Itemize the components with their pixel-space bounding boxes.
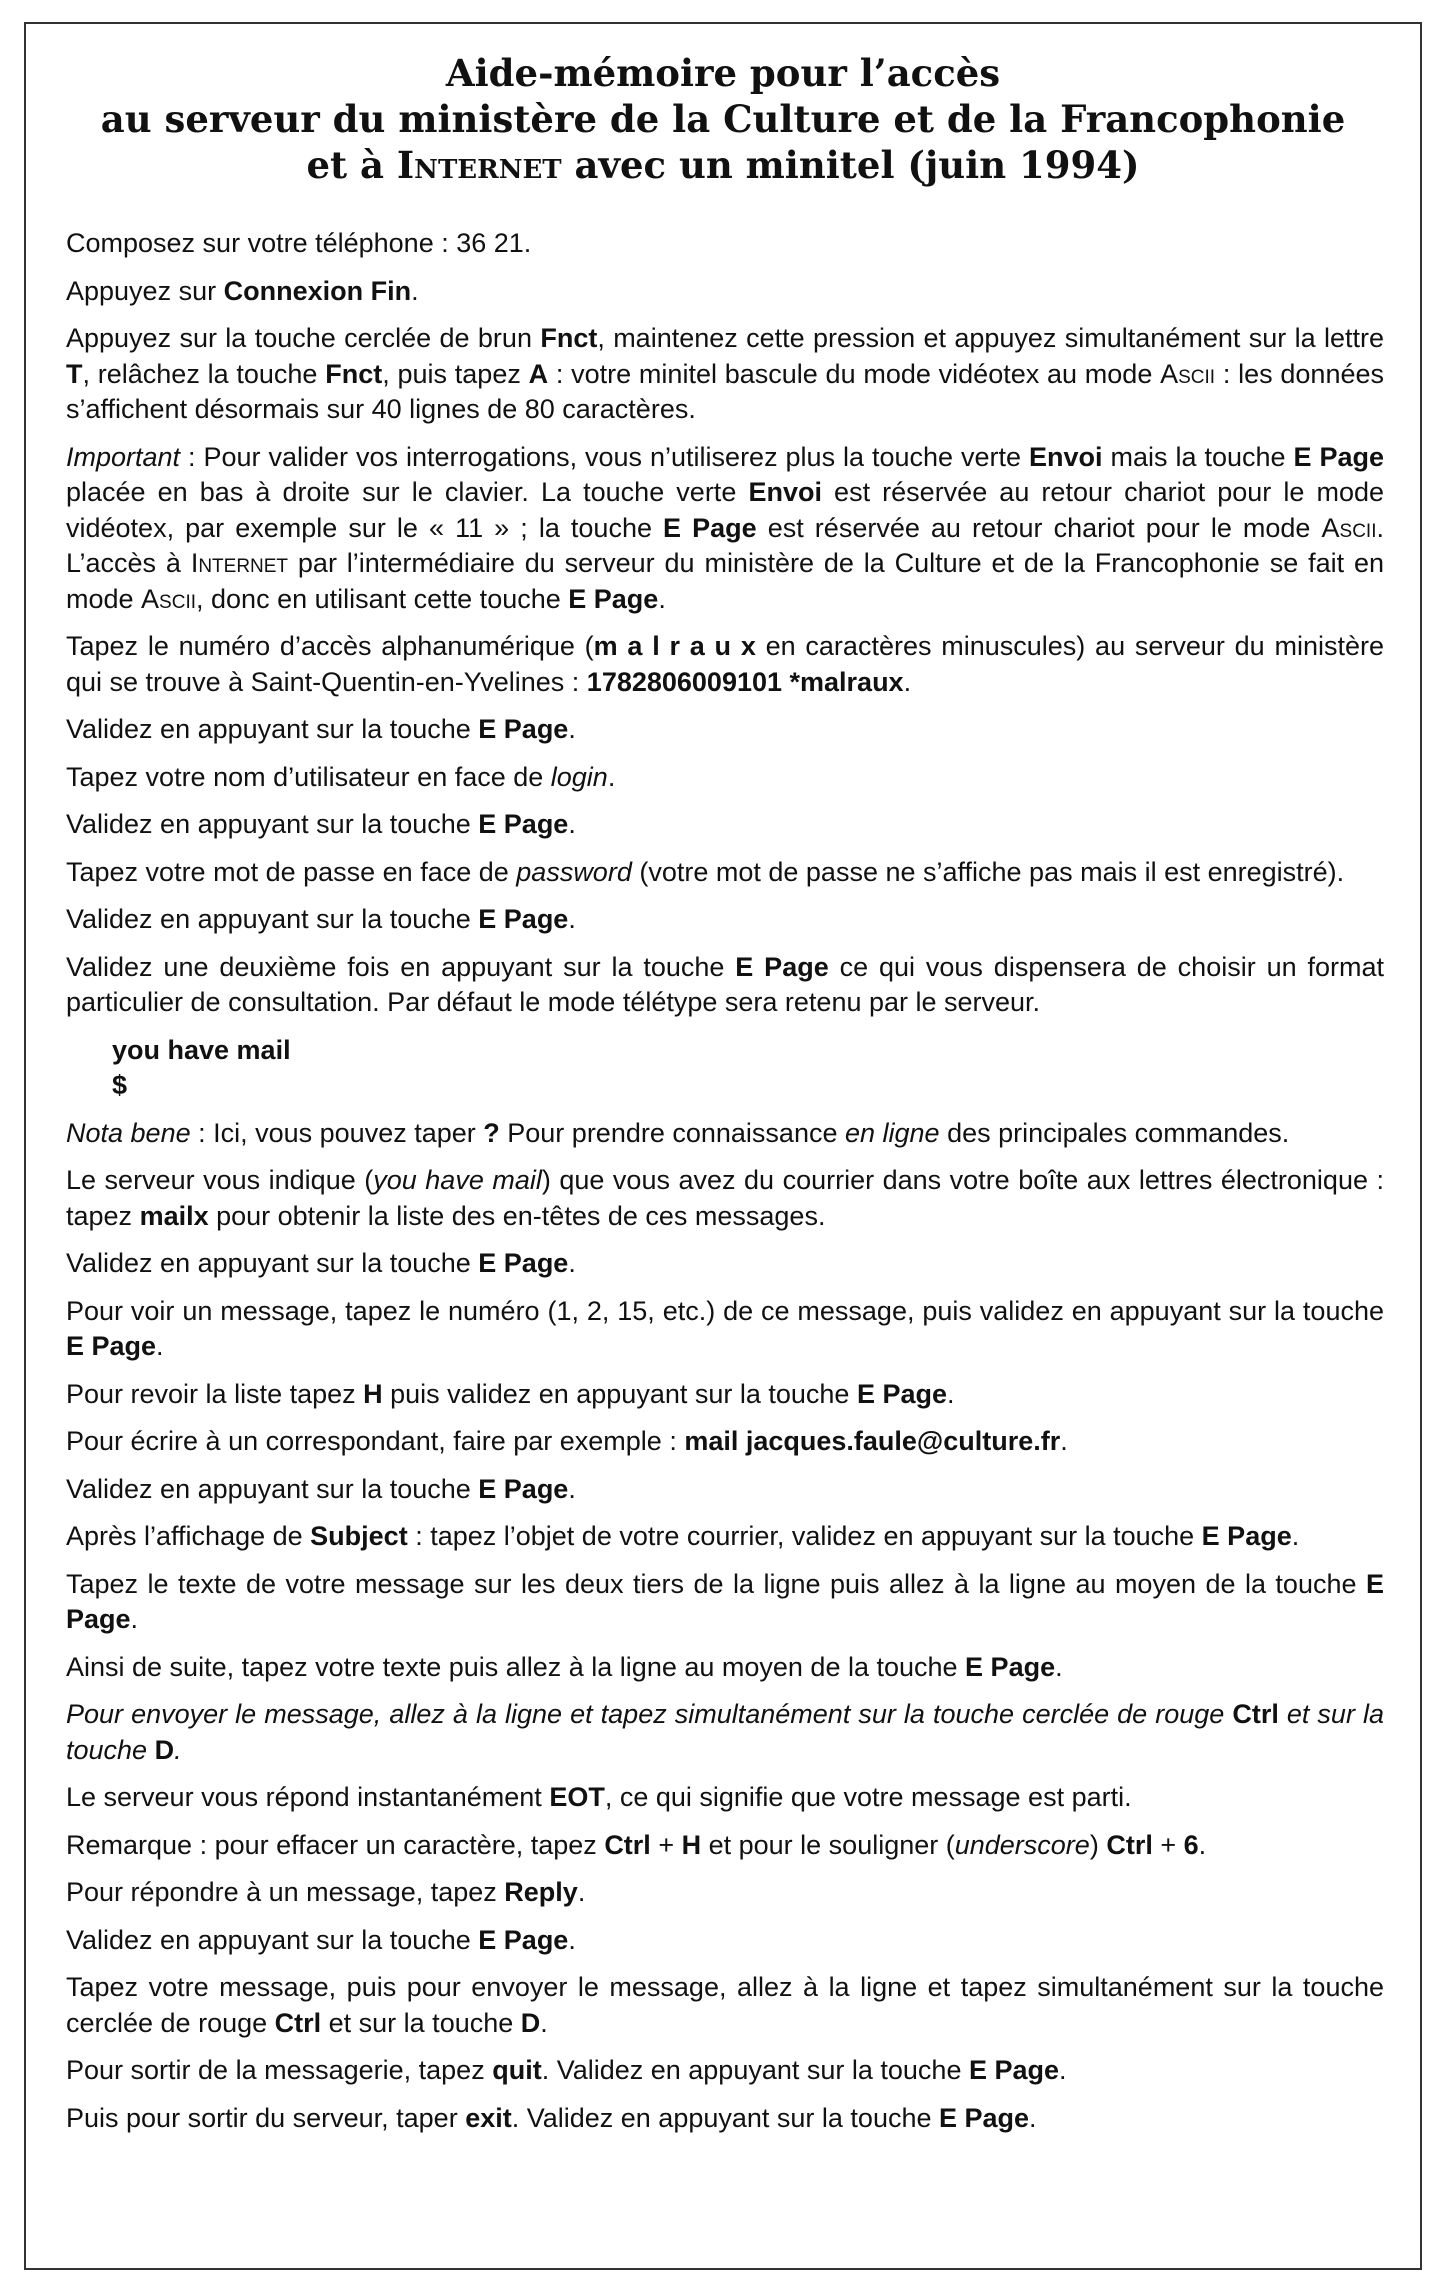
instruction-paragraph	[66, 1294, 1384, 1365]
text-run: Validez en appuyant sur la touche	[66, 1473, 479, 1504]
bold-text: E Page	[965, 1651, 1056, 1682]
bold-text: quit	[492, 2055, 542, 2085]
text-run: en caractères minuscules) au serveur du ministère qui se trouve à Saint-Quentin-en-Yvelines :	[66, 631, 1384, 697]
instruction-paragraph	[66, 1697, 1384, 1768]
instruction-paragraph	[66, 629, 1384, 700]
bold-text: H	[363, 1378, 383, 1409]
text-run: ) que vous avez du courrier dans votre boîte aux lettres électronique : tapez	[66, 1165, 1384, 1231]
document-body	[66, 226, 1384, 2148]
text-run: Ainsi de suite, tapez votre texte puis allez à la ligne au moyen de la touche	[66, 1651, 966, 1682]
bold-text: E Page	[968, 2055, 1060, 2085]
text-run: Après l’affichage de	[66, 1521, 311, 1551]
text-run: .	[540, 2007, 548, 2038]
italic-text: password	[516, 856, 632, 887]
document-frame	[24, 22, 1422, 2270]
instruction-paragraph	[66, 950, 1384, 1021]
text-run: .	[1291, 1521, 1300, 1551]
title-line-3-post: avec un minitel (juin 1994)	[561, 143, 1140, 187]
smallcaps-text: Internet	[190, 548, 289, 578]
text-run: Pour sortir de la messagerie, tapez	[66, 2055, 493, 2085]
text-run: mais la touche	[1102, 441, 1294, 472]
text-run: Validez en appuyant sur la touche	[66, 904, 479, 934]
bold-text: Ctrl	[1106, 1829, 1153, 1860]
text-run: .	[1055, 1651, 1063, 1682]
bold-text: E Page	[478, 809, 569, 839]
instruction-paragraph	[66, 321, 1384, 428]
title-line-1: Aide-mémoire pour l’accès	[445, 51, 1001, 95]
text-run: Tapez votre message, puis pour envoyer le message, allez à la ligne et tapez simultanément sur la touche cerclée de rouge	[66, 1972, 1384, 2038]
text-run: . L’accès à	[66, 512, 1384, 578]
instruction-paragraph	[66, 1923, 1384, 1959]
instruction-paragraph	[66, 1116, 1384, 1152]
italic-text: you have mail	[373, 1165, 542, 1195]
bold-text: H	[681, 1829, 702, 1860]
text-run: Tapez votre mot de passe en face de	[66, 856, 517, 887]
text-run: .	[156, 1331, 164, 1361]
bold-text: E Page	[663, 512, 757, 543]
instruction-paragraph	[66, 1970, 1384, 2041]
terminal-output-line: you have mail	[112, 1034, 291, 1065]
text-run: .	[1060, 1426, 1068, 1456]
bold-text: ?	[483, 1117, 500, 1148]
bold-text: E Page	[66, 1568, 1384, 1634]
text-run: .	[577, 1877, 586, 1907]
bold-text: D	[154, 1734, 175, 1765]
bold-text: E Page	[478, 1473, 569, 1504]
bold-text: Fnct	[325, 358, 383, 389]
text-run: , donc en utilisant cette touche	[196, 583, 569, 614]
text-run: Tapez votre nom d’utilisateur en face de	[66, 761, 551, 792]
bold-text: 6	[1183, 1829, 1199, 1860]
text-run: Pour revoir la liste tapez	[66, 1378, 364, 1409]
text-run: .	[947, 1378, 955, 1409]
text-run: Remarque : pour effacer un caractère, tapez	[66, 1829, 605, 1860]
title-line-3-pre: et à	[306, 143, 397, 187]
smallcaps-text: Ascii	[141, 583, 197, 614]
title-line-2: au serveur du ministère de la Culture et de la Francophonie	[100, 97, 1346, 141]
text-run: ce qui vous dispensera de choisir un format particulier de consultation. Par défaut le mode télétype sera retenu par le serveur.	[66, 951, 1384, 1017]
text-run: , ce qui signifie que votre message est parti.	[604, 1782, 1132, 1812]
text-run: .	[658, 583, 666, 614]
instruction-paragraph	[66, 712, 1384, 748]
bold-text: 1782806009101 *malraux	[586, 666, 904, 697]
instruction-paragraph	[66, 440, 1384, 618]
text-run: placée en bas à droite sur le clavier. La touche verte	[66, 477, 749, 507]
smallcaps-text: Ascii	[1321, 512, 1377, 543]
text-run: : les données s’affichent désormais sur 40 lignes de 80 caractères.	[66, 358, 1384, 424]
text-run: par l’intermédiaire du serveur du ministère de la Culture et de la Francophonie se fait en mode	[66, 548, 1384, 614]
text-run: .	[903, 666, 912, 697]
instruction-paragraph	[66, 1424, 1384, 1460]
bold-text: Envoi	[748, 477, 822, 507]
terminal-output-line: $	[112, 1070, 128, 1100]
italic-text: login	[550, 761, 608, 792]
text-run: Appuyez sur	[66, 275, 224, 306]
text-run: +	[1152, 1829, 1184, 1860]
text-run: puis validez en appuyant sur la touche	[382, 1378, 857, 1409]
bold-text: E Page	[478, 1924, 569, 1955]
instruction-paragraph	[66, 2053, 1384, 2089]
instruction-paragraph	[66, 274, 1384, 310]
document-title	[66, 50, 1380, 188]
text-run: Pour écrire à un correspondant, faire par exemple :	[66, 1426, 685, 1456]
bold-text: T	[66, 358, 83, 389]
instruction-paragraph	[66, 1780, 1384, 1816]
bold-text: D	[520, 2007, 541, 2038]
text-run: Tapez le texte de votre message sur les deux tiers de la ligne puis allez à la ligne au moyen de la touche	[66, 1568, 1366, 1599]
instruction-paragraph	[66, 1246, 1384, 1282]
text-run: )	[1089, 1829, 1107, 1860]
instruction-paragraph	[66, 855, 1384, 891]
italic-text: en ligne	[844, 1117, 940, 1148]
text-run: , puis tapez	[382, 358, 529, 389]
text-run: : Ici, vous pouvez taper	[190, 1117, 484, 1148]
bold-text: EOT	[549, 1782, 605, 1812]
instruction-paragraph	[66, 1828, 1384, 1864]
italic-text: Nota bene	[66, 1117, 191, 1148]
terminal-output-block	[112, 1033, 1384, 1104]
text-run: Pour répondre à un message, tapez	[66, 1877, 505, 1907]
text-run: Tapez le numéro d’accès alphanumérique (	[66, 631, 594, 661]
bold-text: mail jacques.faule@culture.fr	[684, 1426, 1061, 1456]
text-run: Composez sur votre téléphone : 36 21.	[66, 228, 532, 258]
instruction-paragraph	[66, 902, 1384, 938]
text-run: est réservée au retour chariot pour le mode vidéotex, par exemple sur le « 11 » ; la touche	[66, 477, 1384, 543]
text-run: Validez en appuyant sur la touche	[66, 1924, 479, 1955]
instruction-paragraph	[66, 1875, 1384, 1911]
bold-text: E Page	[478, 904, 569, 934]
text-run: .	[568, 809, 576, 839]
bold-text: E Page	[1201, 1521, 1292, 1551]
text-run: .	[607, 761, 616, 792]
text-run: : votre minitel bascule du mode vidéotex au mode	[548, 358, 1161, 389]
bold-text: mailx	[139, 1200, 209, 1231]
text-run: Pour voir un message, tapez le numéro (1, 2, 15, etc.) de ce message, puis validez en appuyant sur la touche	[66, 1295, 1384, 1326]
text-run: pour obtenir la liste des en-têtes de ces messages.	[208, 1200, 826, 1231]
smallcaps-text: Ascii	[1160, 358, 1216, 389]
italic-text: Important	[66, 441, 181, 472]
bold-text: E Page	[939, 2102, 1030, 2133]
title-internet-smallcaps: Internet	[396, 143, 562, 187]
text-run: , maintenez cette pression et appuyez simultanément sur la lettre	[597, 323, 1384, 353]
text-run: .	[1029, 2102, 1037, 2133]
text-run: .	[1059, 2055, 1067, 2085]
text-run: Pour prendre connaissance	[499, 1117, 845, 1148]
text-run: Validez en appuyant sur la touche	[66, 1248, 479, 1278]
instruction-paragraph	[66, 1472, 1384, 1508]
text-run: Validez une deuxième fois en appuyant sur la touche	[66, 951, 736, 982]
text-run: , relâchez la touche	[82, 358, 326, 389]
bold-text: Envoi	[1029, 441, 1103, 472]
bold-text: A	[528, 358, 549, 389]
bold-text: E Page	[568, 583, 659, 614]
text-run: .	[568, 1924, 576, 1955]
text-run: (votre mot de passe ne s’affiche pas mais il est enregistré).	[631, 856, 1345, 887]
text-run: +	[650, 1829, 682, 1860]
text-run: : tapez l’objet de votre courrier, validez en appuyant sur la touche	[407, 1521, 1202, 1551]
bold-text: Fnct	[540, 323, 598, 353]
text-run: .	[130, 1604, 139, 1634]
bold-text: Reply	[504, 1877, 578, 1907]
instruction-paragraph	[66, 1519, 1384, 1555]
text-run: Validez en appuyant sur la touche	[66, 714, 479, 744]
instruction-paragraph	[66, 807, 1384, 843]
text-run: Appuyez sur la touche cerclée de brun	[66, 323, 541, 353]
italic-text: Pour envoyer le message, allez à la ligne et tapez simultanément sur la touche cerclée de rouge	[66, 1699, 1233, 1729]
text-run: Validez en appuyant sur la touche	[66, 809, 479, 839]
instruction-paragraph	[66, 2101, 1384, 2137]
text-run: Puis pour sortir du serveur, taper	[66, 2102, 466, 2133]
bold-text: exit	[465, 2102, 512, 2133]
text-run: et sur la touche	[321, 2007, 521, 2038]
bold-text: E Page	[1293, 441, 1385, 472]
text-run: . Validez en appuyant sur la touche	[511, 2102, 939, 2133]
text-run: et pour le souligner (	[701, 1829, 955, 1860]
text-run: .	[568, 714, 576, 744]
instruction-paragraph	[66, 226, 1384, 262]
text-run: est réservée au retour chariot pour le mode	[756, 512, 1322, 543]
instruction-paragraph	[66, 1567, 1384, 1638]
text-run: Le serveur vous répond instantanément	[66, 1782, 550, 1812]
instruction-paragraph	[66, 760, 1384, 796]
instruction-paragraph	[66, 1163, 1384, 1234]
bold-text: E Page	[856, 1378, 947, 1409]
bold-text: E Page	[478, 714, 569, 744]
instruction-paragraph	[66, 1650, 1384, 1686]
text-run: des principales commandes.	[939, 1117, 1290, 1148]
bold-text: Ctrl	[1232, 1699, 1279, 1729]
bold-text: m a l r a u x	[593, 631, 756, 661]
bold-text: E Page	[478, 1248, 569, 1278]
italic-text: et sur la touche	[66, 1699, 1384, 1765]
bold-text: Connexion Fin	[223, 275, 412, 306]
bold-text: Ctrl	[604, 1829, 651, 1860]
bold-text: Subject	[310, 1521, 408, 1551]
italic-text: .	[174, 1734, 182, 1765]
bold-text: Ctrl	[274, 2007, 322, 2038]
text-run: .	[568, 1248, 576, 1278]
text-run: .	[568, 904, 576, 934]
text-run: Le serveur vous indique (	[66, 1165, 374, 1195]
instruction-paragraph	[66, 1377, 1384, 1413]
italic-text: underscore	[954, 1829, 1090, 1860]
text-run: . Validez en appuyant sur la touche	[541, 2055, 969, 2085]
text-run: .	[411, 275, 419, 306]
text-run: .	[568, 1473, 576, 1504]
title-line-3	[66, 142, 1380, 188]
text-run: : Pour valider vos interrogations, vous n’utiliserez plus la touche verte	[180, 441, 1030, 472]
bold-text: E Page	[735, 951, 829, 982]
bold-text: E Page	[66, 1331, 157, 1361]
text-run: .	[1198, 1829, 1207, 1860]
